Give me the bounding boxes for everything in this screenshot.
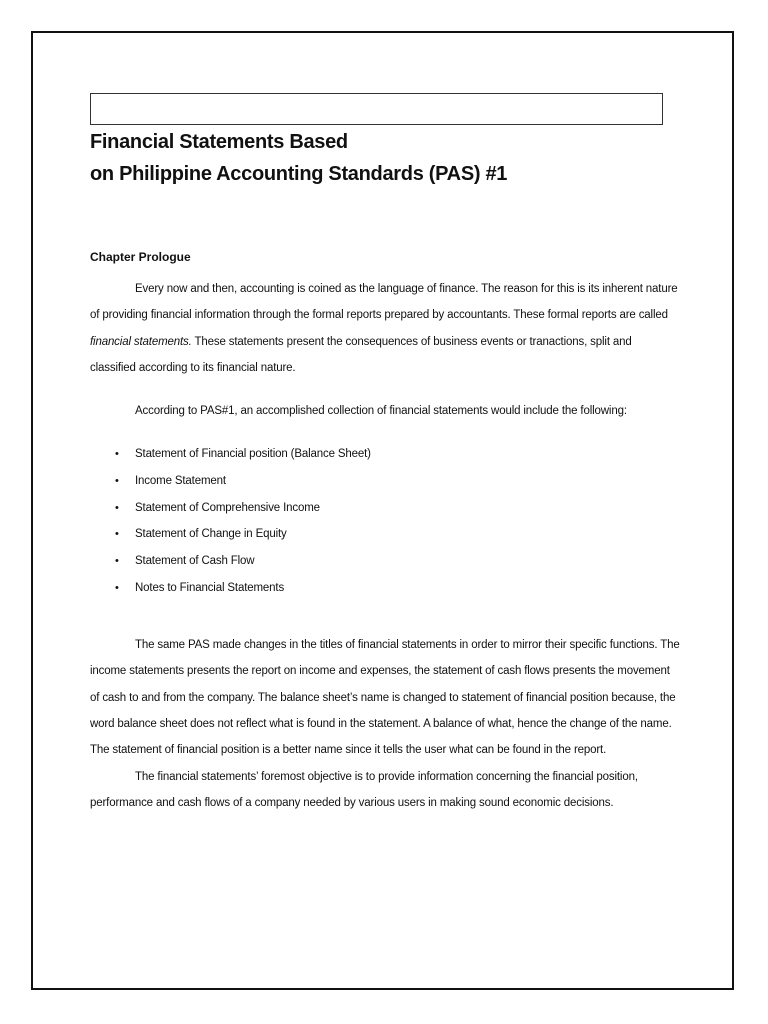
paragraph-1-part-2: These statements present the consequences of business events or tranactions, split and classified according to its financial nature. bbox=[90, 335, 632, 375]
bullet-icon: • bbox=[115, 528, 119, 541]
list-item bbox=[90, 495, 680, 522]
bullet-icon: • bbox=[115, 448, 119, 461]
title-line-2: on Philippine Accounting Standards (PAS) #1 bbox=[90, 163, 508, 185]
list-item bbox=[90, 521, 680, 548]
paragraph-2: According to PAS#1, an accomplished collection of financial statements would include the following: bbox=[135, 404, 627, 417]
bullet-icon: • bbox=[115, 555, 119, 568]
paragraph-1 bbox=[90, 276, 680, 382]
bullet-icon: • bbox=[115, 582, 119, 595]
list-item-text: Statement of Cash Flow bbox=[135, 555, 255, 568]
title-line-1: Financial Statements Based bbox=[90, 131, 348, 153]
list-item-text: Statement of Change in Equity bbox=[135, 528, 287, 541]
list-item bbox=[90, 468, 680, 495]
paragraph-4: The financial statements’ foremost objective is to provide information concerning the financial position, performance and cash flows of a company needed by various users in making sound economic decisions. bbox=[90, 770, 638, 810]
paragraph-3: The same PAS made changes in the titles of financial statements in order to mirror their specific functions. The income statements presents the report on income and expenses, the statement of cash flows presents the movement of cash to and from the company. The balance sheet’s name is changed to statement of financial position because, the word balance sheet does not reflect what is found in the statement. A balance of what, hence the change of the name. The statement of financial position is a better name since it tells the user what can be found in the report. bbox=[90, 638, 680, 757]
list-item-text: Income Statement bbox=[135, 474, 226, 487]
list-item-text: Statement of Comprehensive Income bbox=[135, 501, 320, 514]
bullet-icon: • bbox=[115, 474, 119, 487]
list-item bbox=[90, 575, 680, 602]
statement-list bbox=[90, 441, 680, 602]
paragraph-1-italic: financial statements. bbox=[90, 335, 192, 348]
list-item-text: Statement of Financial position (Balance Sheet) bbox=[135, 448, 371, 461]
empty-header-box bbox=[90, 93, 663, 125]
list-item bbox=[90, 548, 680, 575]
section-heading: Chapter Prologue bbox=[90, 250, 191, 264]
bullet-icon: • bbox=[115, 501, 119, 514]
list-item-text: Notes to Financial Statements bbox=[135, 582, 285, 595]
document-title bbox=[90, 126, 680, 190]
document-body bbox=[90, 126, 680, 817]
list-item bbox=[90, 441, 680, 468]
paragraph-1-part-1: Every now and then, accounting is coined as the language of finance. The reason for this is its inherent nature of providing financial information through the formal reports prepared by accountants. These formal reports are called bbox=[90, 283, 678, 322]
